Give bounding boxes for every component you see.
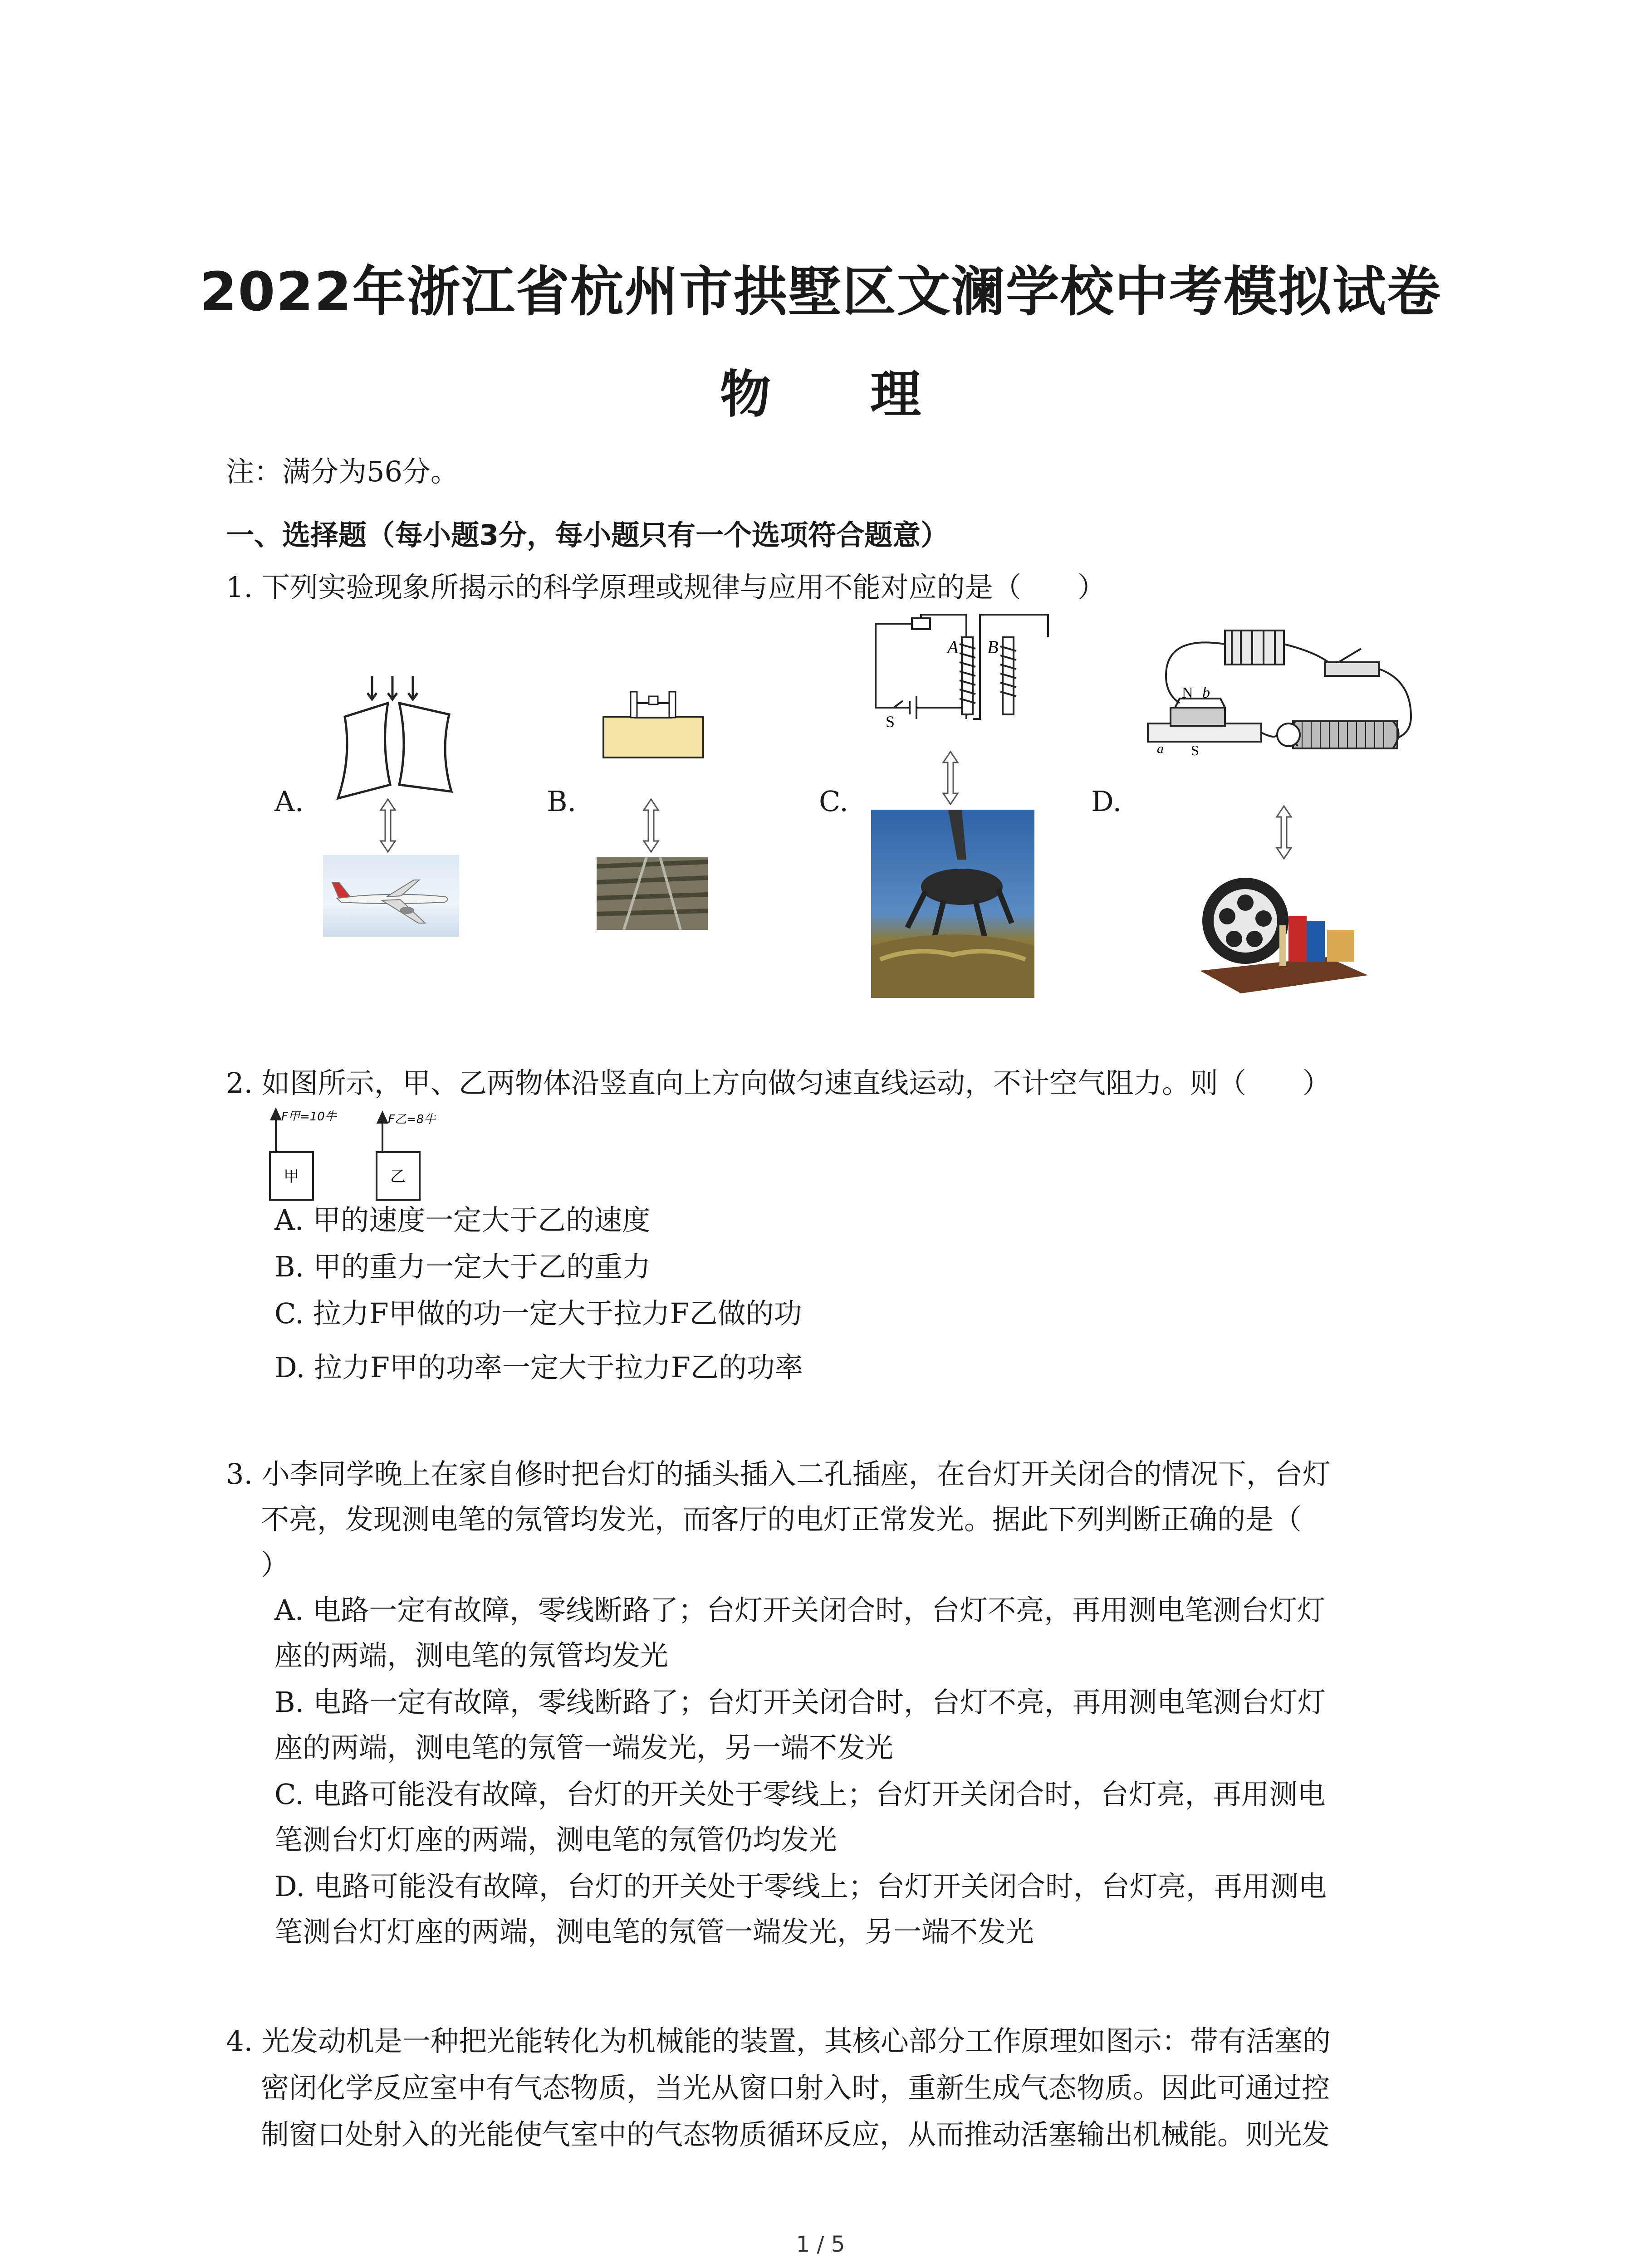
q3-option-a-line-2: 座的两端，测电笔的氖管均发光: [274, 1639, 669, 1672]
pressure-block-figure: [599, 685, 708, 767]
score-note: 注：满分为56分。: [226, 455, 459, 488]
question-2-stem: 2. 如图所示，甲、乙两物体沿竖直向上方向做匀速直线运动，不计空气阻力。则（ ）: [226, 1066, 1331, 1100]
motor-experiment-figure: [1139, 617, 1420, 780]
force-yi-label: F乙=8牛: [388, 1113, 436, 1126]
q1-option-c-label: C.: [819, 785, 848, 818]
q1-option-b-label: B.: [547, 785, 577, 818]
q3-option-b-line-2: 座的两端，测电笔的氖管一端发光，另一端不发光: [274, 1731, 894, 1764]
question-3-stem-line-1: 3. 小李同学晚上在家自修时把台灯的插头插入二孔插座，在台灯开关闭合的情况下，台灯: [226, 1457, 1331, 1491]
question-4-stem-line-3: 制窗口处射入的光能使气室中的气态物质循环反应，从而推动活塞输出机械能。则光发: [261, 2118, 1330, 2151]
double-arrow-icon: [642, 798, 660, 853]
question-4-stem-line-2: 密闭化学反应室中有气态物质，当光从窗口射入时，重新生成气态物质。因此可通过控: [261, 2071, 1330, 2104]
question-3-stem-line-2: 不亮，发现测电笔的氖管均发光，而客厅的电灯正常发光。据此下列判断正确的是（: [261, 1503, 1302, 1536]
question-1-stem: 1. 下列实验现象所揭示的科学原理或规律与应用不能对应的是（ ）: [226, 571, 1106, 604]
double-arrow-icon: [941, 751, 960, 805]
double-arrow-icon: [1275, 805, 1293, 860]
section-heading-choice: 一、选择题（每小题3分，每小题只有一个选项符合题意）: [226, 518, 949, 552]
d-label-n: N: [1182, 684, 1193, 701]
q3-option-c-line-1: C. 电路可能没有故障，台灯的开关处于零线上；台灯开关闭合时，台灯亮，再用测电: [274, 1778, 1326, 1811]
d-label-s: S: [1191, 742, 1199, 758]
q1-option-d-label: D.: [1091, 785, 1122, 818]
box-jia-label: 甲: [284, 1168, 299, 1186]
c-label-a: A: [947, 637, 959, 657]
page-number: 1 / 5: [796, 2232, 845, 2257]
c-label-b: B: [987, 637, 999, 657]
q3-option-c-line-2: 笔测台灯灯座的两端，测电笔的氖管仍均发光: [274, 1823, 838, 1856]
q3-option-d-line-2: 笔测台灯灯座的两端，测电笔的氖管一端发光，另一端不发光: [274, 1915, 1034, 1948]
question-4-stem-line-1: 4. 光发动机是一种把光能转化为机械能的装置，其核心部分工作原理如图示：带有活塞的: [226, 2024, 1331, 2058]
box-yi-label: 乙: [390, 1168, 406, 1186]
force-boxes-figure: [268, 1107, 472, 1204]
d-label-a: a: [1157, 741, 1164, 756]
paper-blowing-figure: [327, 671, 476, 807]
q2-option-b: B. 甲的重力一定大于乙的重力: [274, 1250, 651, 1283]
airplane-photo: [323, 855, 459, 937]
generator-model-photo: [1191, 866, 1372, 998]
q1-option-a-label: A.: [274, 785, 304, 818]
d-label-b: b: [1202, 684, 1210, 701]
q2-option-a: A. 甲的速度一定大于乙的速度: [274, 1203, 651, 1237]
q2-option-d: D. 拉力F甲的功率一定大于拉力F乙的功率: [274, 1351, 803, 1384]
railway-track-photo: [597, 857, 708, 930]
q2-option-c: C. 拉力F甲做的功一定大于拉力F乙做的功: [274, 1297, 802, 1330]
force-jia-label: F甲=10牛: [281, 1110, 337, 1124]
question-3-stem-line-3: ）: [261, 1548, 289, 1581]
q3-option-d-line-1: D. 电路可能没有故障，台灯的开关处于零线上；台灯开关闭合时，台灯亮，再用测电: [274, 1870, 1327, 1903]
q3-option-a-line-1: A. 电路一定有故障，零线断路了；台灯开关闭合时，台灯不亮，再用测电笔测台灯灯: [274, 1593, 1326, 1627]
electromagnet-crane-photo: [871, 810, 1034, 998]
c-label-s: S: [886, 713, 895, 728]
electromagnet-circuit-figure: [867, 610, 1057, 728]
subject-heading: 物 理: [720, 365, 962, 424]
document-title: 2022年浙江省杭州市拱墅区文澜学校中考模拟试卷: [200, 260, 1441, 323]
double-arrow-icon: [379, 798, 397, 853]
q3-option-b-line-1: B. 电路一定有故障，零线断路了；台灯开关闭合时，台灯不亮，再用测电笔测台灯灯: [274, 1686, 1326, 1719]
